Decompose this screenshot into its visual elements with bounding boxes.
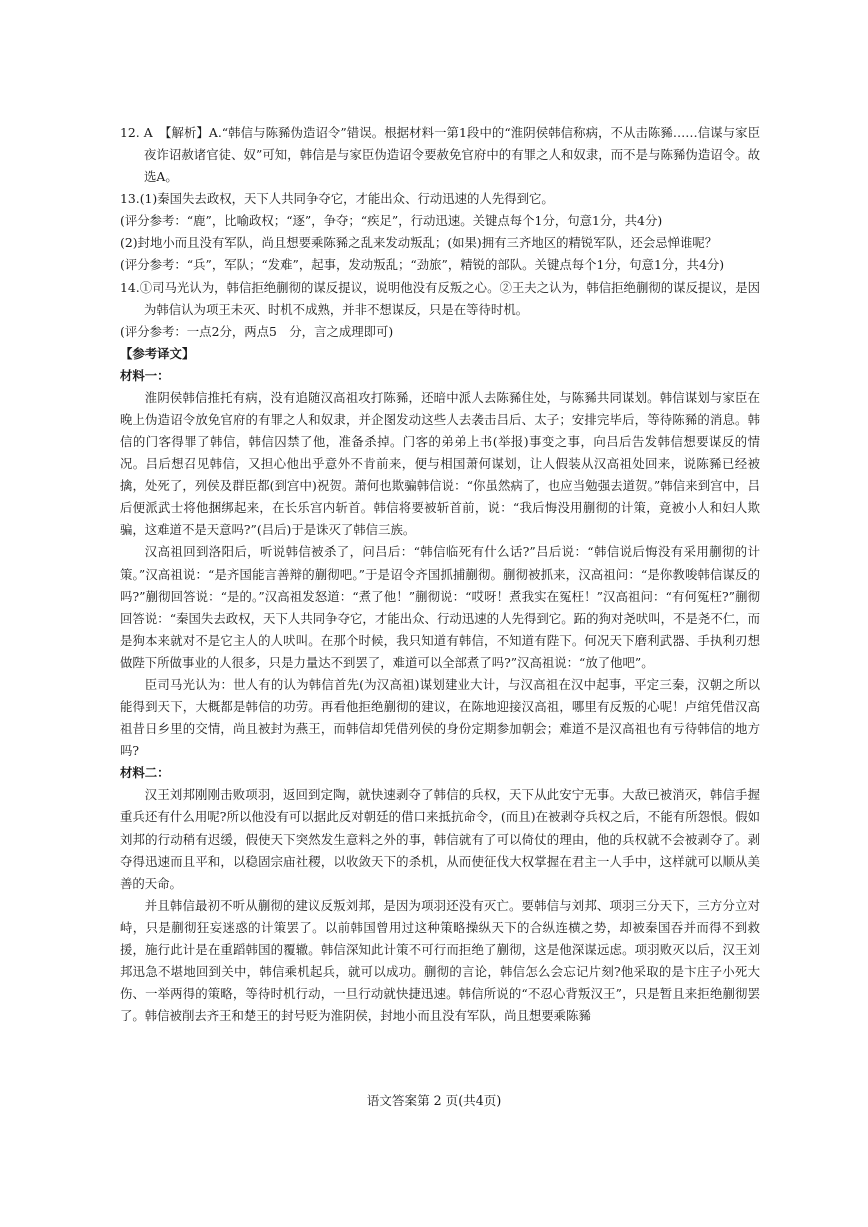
material-1-title: 材料一： xyxy=(120,367,170,383)
material-1-paragraph-3: 臣司马光认为：世人有的认为韩信首先(为汉高祖)谋划建业大计，与汉高祖在汉中起事，平定三秦，汉朝之所以能得到天下，大概都是韩信的功劳。再看他拒绝蒯彻的建议，在陈地迎接汉高祖，哪里有反叛的心呢！卢绾凭借汉高祖昔日乡里的交情，尚且被封为燕王，而韩信却凭借列侯的身份定期参加朝会；难道不是汉高祖也有亏待韩信的地方吗? xyxy=(120,676,760,759)
question-13-part2-scoring: (评分参考：“兵”，军队；“发难”，起事，发动叛乱；“劲旅”，精锐的部队。关键点每个1分，句意1分，共4分) xyxy=(120,257,725,273)
material-2-paragraph-1: 汉王刘邦刚刚击败项羽，返回到定陶，就快速剥夺了韩信的兵权，天下从此安宁无事。大敌已被消灭，韩信手握重兵还有什么用呢?所以他没有可以据此反对朝廷的借口来抵抗命令，(而且)在被剥夺兵权之后，不能有所怨恨。假如刘邦的行动稍有迟缓，假使天下突然发生意料之外的事，韩信就有了可以倚仗的理由，他的兵权就不会被剥夺了。剥夺得迅速而且平和，以稳固宗庙社稷，以收敛天下的杀机，从而使征伐大权掌握在君主一人手中，这样就可以顺从美善的天命。 xyxy=(120,787,760,891)
question-12-answer: 12. A 【解析】A.“韩信与陈豨伪造诏令”错误。根据材料一第1段中的“淮阴侯韩信称病，不从击陈豨……信谋与家臣夜诈诏赦诸官徒、奴”可知，韩信是与家臣伪造诏令要赦免官府中的有罪之人和奴隶，而不是与陈豨伪造诏令。故选A。 xyxy=(120,125,760,185)
question-13-part1-scoring: (评分参考：“鹿”，比喻政权；“逐”，争夺；“疾足”，行动迅速。关键点每个1分，句意1分，共4分) xyxy=(120,213,663,229)
question-14-scoring: (评分参考：一点2分，两点5 分，言之成理即可) xyxy=(120,323,394,339)
material-2-paragraph-2: 并且韩信最初不听从蒯彻的建议反叛刘邦，是因为项羽还没有灭亡。要韩信与刘邦、项羽三分天下，三方分立对峙，只是蒯彻狂妄迷惑的计策罢了。以前韩国曾用过这种策略操纵天下的合纵连横之势，却被秦国吞并而得不到救援，施行此计是在重蹈韩国的覆辙。韩信深知此计策不可行而拒绝了蒯彻，这是他深谋远虑。项羽败灭以后，汉王刘邦迅急不堪地回到关中，韩信乘机起兵，就可以成功。蒯彻的言论，韩信怎么会忘记片刻?他采取的是卞庄子小死大伤、一举两得的策略，等待时机行动，一旦行动就快捷迅速。韩信所说的“不忍心背叛汉王”，只是暂且来拒绝蒯彻罢了。韩信被削去齐王和楚王的封号贬为淮阴侯，封地小而且没有军队，尚且想要乘陈豨 xyxy=(120,897,760,1024)
page-footer: 语文答案第 2 页(共4页) xyxy=(366,1093,502,1108)
material-1-paragraph-2: 汉高祖回到洛阳后，听说韩信被杀了，问吕后：“韩信临死有什么话?”吕后说：“韩信说后悔没有采用蒯彻的计策。”汉高祖说：“是齐国能言善辩的蒯彻吧。”于是诏令齐国抓捕蒯彻。蒯彻被抓来，汉高祖问：“是你教唆韩信谋反的吗?”蒯彻回答说：“是的。”汉高祖发怒道：“煮了他！”蒯彻说：“哎呀！煮我实在冤枉！”汉高祖问：“有何冤枉?”蒯彻回答说：“秦国失去政权，天下人共同争夺它，才能出众、行动迅速的人先得到它。跖的狗对尧吠叫，不是尧不仁，而是狗本来就对不是它主人的人吠叫。在那个时候，我只知道有韩信，不知道有陛下。何况天下磨利武器、手执利刃想做陛下所做事业的人很多，只是力量达不到罢了，难道可以全部煮了吗?”汉高祖说：“放了他吧”。 xyxy=(120,544,760,670)
question-13-part2: (2)封地小而且没有军队，尚且想要乘陈豨之乱来发动叛乱；(如果)拥有三齐地区的精锐军队，还会忌惮谁呢？ xyxy=(120,235,718,251)
material-2-title: 材料二： xyxy=(120,765,170,781)
material-1-paragraph-1: 淮阴侯韩信推托有病，没有追随汉高祖攻打陈豨，还暗中派人去陈豨住处，与陈豨共同谋划。韩信谋划与家臣在晚上伪造诏令放免官府的有罪之人和奴隶，并企图发动这些人去袭击吕后、太子；安排完毕后，等待陈豨的消息。韩信的门客得罪了韩信，韩信囚禁了他，准备杀掉。门客的弟弟上书(举报)事变之事，向吕后告发韩信想要谋反的情况。吕后想召见韩信，又担心他出乎意外不肯前来，便与相国萧何谋划，让人假装从汉高祖处回来，说陈豨已经被擒，处死了，列侯及群臣都(到宫中)祝贺。萧何也欺骗韩信说：“你虽然病了，也应当勉强去道贺。”韩信来到宫中，吕后便派武士将他捆绑起来，在长乐宫内斩首。韩信将要被斩首前，说：“我后悔没用蒯彻的计策，竟被小人和妇人欺骗，这难道不是天意吗?”(吕后)于是诛灭了韩信三族。 xyxy=(120,389,760,538)
question-13-part1: 13.(1)秦国失去政权，天下人共同争夺它，才能出众、行动迅速的人先得到它。 xyxy=(120,191,554,207)
answer-content xyxy=(120,122,760,1027)
question-14-answer: 14.①司马光认为，韩信拒绝蒯彻的谋反提议，说明他没有反叛之心。②王夫之认为，韩信拒绝蒯彻的谋反提议，是因为韩信认为项王未灭、时机不成熟，并非不想谋反，只是在等待时机。 xyxy=(120,279,760,317)
reference-translation-title: 【参考译文】 xyxy=(120,345,195,361)
